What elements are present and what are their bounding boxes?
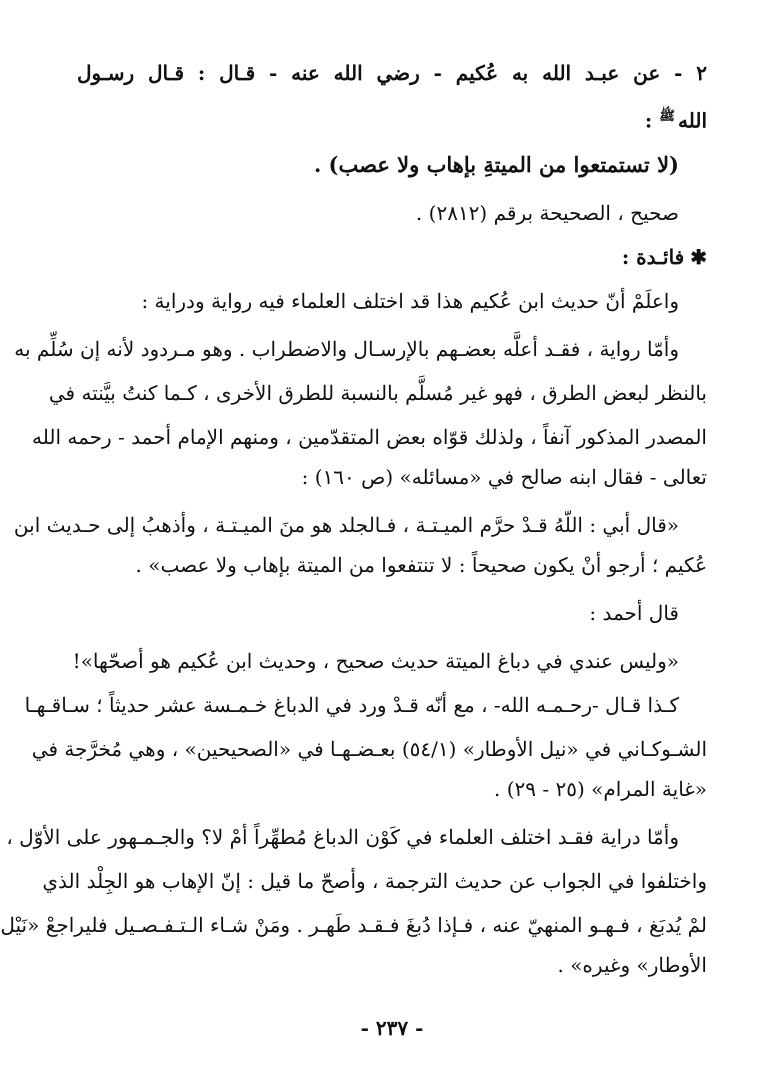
- hadith-header-line-2: [77, 104, 707, 134]
- body-line-4: المصدر المذكور آنفاً ، ولذلك قوّاه بعض المتقدّمين ، ومنهم الإمام أحمد - رحمه الله: [32, 425, 707, 449]
- page-number: - ٢٣٧ -: [360, 1016, 424, 1040]
- body-line-13: وأمّا دراية فقـد اختلف العلماء في كَوْن الدباغ مُطهِّراً أمْ لا؟ والجـمـهور على الأوّل ،: [6, 825, 679, 849]
- body-line-16: الأوطار» وغيره» .: [557, 953, 707, 977]
- pbuh-icon: ﷺ: [659, 109, 675, 124]
- benefit-heading: [77, 244, 707, 270]
- hadith-header-line-1: ٢ - عن عبـد الله به عُكيم - رضي الله عنه - قـال : قـال رسـول: [77, 61, 707, 85]
- body-line-1: واعلَمْ أنّ حديث ابن عُكيم هذا قد اختلف العلماء فيه رواية ودراية :: [141, 289, 679, 313]
- body-line-10: كـذا قـال -رحـمـه الله- ، مع أنّه قـدْ ورد في الدباغ خـمـسة عشر حديثاً ؛ سـاقـهـا: [24, 693, 679, 717]
- quote-line-2: عُكيم ؛ أرجو أنْ يكون صحيحاً : لا تنتفعوا من الميتة بإهاب ولا عصب» .: [135, 553, 707, 577]
- hadith-header-allah: الله: [678, 108, 707, 133]
- hadith-text: (لا تستمتعوا من الميتةِ بإهاب ولا عصب) .: [313, 152, 679, 177]
- asterisk-icon: ✱: [690, 245, 707, 269]
- body-line-5: تعالى - فقال ابنه صالح في «مسائله» (ص ١٦٠) :: [301, 465, 707, 489]
- hadith-header-colon: :: [644, 108, 660, 133]
- body-line-15: لمْ يُدبَغ ، فـهـو المنهيّ عنه ، فـإذا دُبغَ فـقـد طَهـر . ومَنْ شـاء الـتـفـصـيل فليراجعْ «نَيْل: [0, 913, 707, 937]
- body-line-12: «غاية المرام» (٢٥ - ٢٩) .: [493, 777, 707, 801]
- ahmad-quote: «وليس عندي في دباغ الميتة حديث صحيح ، وحديث ابن عُكيم هو أصحّها»!: [72, 649, 679, 673]
- body-line-14: واختلفوا في الجواب عن حديث الترجمة ، وأصحّ ما قيل : إنّ الإهاب هو الجِلْد الذي: [42, 869, 707, 893]
- body-line-11: الشـوكـاني في «نيل الأوطار» (٥٤/١) بعـضـهـا في «الصحيحين» ، وهي مُخرَّجة في: [31, 737, 707, 761]
- hadith-grading: صحيح ، الصحيحة برقم (٢٨١٢) .: [415, 201, 679, 225]
- ahmad-said: قال أحمد :: [589, 601, 679, 625]
- body-line-3: بالنظر لبعض الطرق ، فهو غير مُسلَّم بالنسبة للطرق الأخرى ، كـما كنتُ بيَّنته في: [48, 381, 707, 405]
- benefit-heading-text: فائـدة :: [621, 245, 685, 269]
- body-line-2: وأمّا رواية ، فقـد أعلَّه بعضـهم بالإرسـال والاضطراب . وهو مـردود لأنه إن سُلِّم به: [14, 337, 679, 361]
- quote-line-1: «قال أبي : اللّهُ قـدْ حرَّم الميـتـة ، فـالجلد هو منَ الميـتـة ، وأذهبُ إلى حـديث ابن: [13, 513, 679, 537]
